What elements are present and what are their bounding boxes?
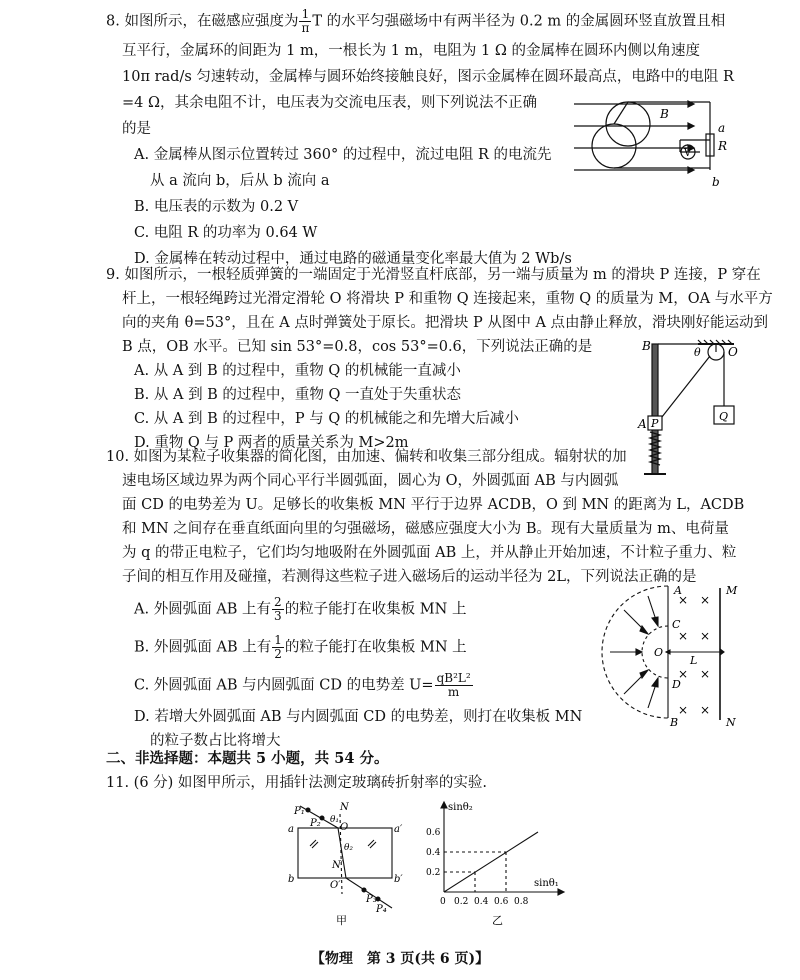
q11-label-a: a — [288, 824, 294, 835]
q10-label-c: C — [672, 618, 681, 631]
page-footer: 【物理 第 3 页(共 6 页)】 — [310, 951, 490, 967]
q8-fraction: $\frac{1}{\pi}$ — [301, 7, 310, 35]
svg-text:×: × — [678, 667, 689, 681]
q10-option-b: B. 外圆弧面 AB 上有 $\frac{1}{2}$ 的粒子能打在收集板 MN 上 — [134, 633, 467, 661]
q11-axis-x-label: sinθ₁ — [534, 878, 559, 889]
q10-label-o: O — [654, 646, 664, 659]
q8-label-voltmeter: V — [684, 148, 692, 159]
q10-option-d-1: D. 若增大外圆弧面 AB 与内圆弧面 CD 的电势差，则打在收集板 MN — [134, 709, 583, 725]
q11-ytick-1: 0.4 — [426, 848, 441, 858]
svg-text:×: × — [678, 703, 689, 717]
q11-line-1: 11. (6 分) 如图甲所示，用插针法测定玻璃砖折射率的实验. — [106, 775, 488, 791]
q8-label-r: R — [718, 139, 728, 153]
q10-option-a: A. 外圆弧面 AB 上有 $\frac{2}{3}$ 的粒子能打在收集板 MN 上 — [134, 595, 467, 623]
q9-label-b: B — [642, 339, 651, 353]
q8-label-a: a — [718, 121, 726, 135]
q11-xtick-2: 0.4 — [474, 897, 489, 907]
q8-line-2: 互平行，金属环的间距为 1 m，一根长为 1 m，电阻为 1 Ω 的金属棒在圆环内侧以角速度 — [122, 43, 700, 59]
q8-line-1: 8. 如图所示，在磁感应强度为 $\frac{1}{\pi}$ T 的水平匀强磁场中有两半径为 0.2 m 的金属圆环竖直放置且相 — [106, 7, 726, 35]
q11-figure-yi — [426, 800, 570, 928]
q10-figure — [596, 580, 786, 730]
q9-option-d: D. 重物 Q 与 P 两者的质量关系为 M>2m — [134, 435, 409, 451]
q9-label-q: Q — [719, 410, 729, 423]
svg-text:×: × — [678, 593, 689, 607]
q9-label-p: P — [651, 417, 659, 430]
q9-option-c: C. 从 A 到 B 的过程中，P 与 Q 的机械能之和先增大后减小 — [134, 411, 519, 427]
q10-line-5: 为 q 的带正电粒子，它们均匀地吸附在外圆弧面 AB 上，并从静止开始加速，不计粒子重力、粒 — [122, 545, 737, 561]
q11-label-n-prime: N′ — [332, 860, 344, 871]
svg-text:×: × — [700, 593, 711, 607]
q10-line-4: 和 MN 之间存在垂直纸面向里的匀强磁场，磁感应强度大小为 B。现有大量质量为 m、电荷量 — [122, 521, 729, 537]
q9-line-1: 9. 如图所示，一根轻质弹簧的一端固定于光滑竖直杆底部，另一端与质量为 m 的滑块 P 连接，P 穿在 — [106, 267, 761, 283]
q10-label-a: A — [674, 584, 682, 597]
q11-xtick-1: 0.2 — [454, 897, 469, 907]
q8-option-a-1: A. 金属棒从图示位置转过 360° 的过程中，流过电阻 R 的电流先 — [134, 147, 552, 163]
q11-caption-jia: 甲 — [336, 914, 347, 927]
q9-line-3: 向的夹角 θ=53°，且在 A 点时弹簧处于原长。把滑块 P 从图中 A 点由静止释放，滑块刚好能运动到 — [122, 315, 769, 331]
q10-line-2: 速电场区域边界为两个同心平行半圆弧面，圆心为 O，外圆弧面 AB 与内圆弧 — [122, 473, 619, 489]
q11-label-a-prime: a′ — [394, 824, 403, 835]
q11-label-b-prime: b′ — [394, 874, 403, 885]
q9-label-o: O — [728, 345, 738, 359]
q11-caption-yi: 乙 — [492, 914, 503, 927]
q10-label-m: M — [726, 584, 738, 597]
q8-label-b: b — [712, 175, 720, 189]
svg-text:×: × — [700, 703, 711, 717]
q11-xtick-4: 0.8 — [514, 897, 529, 907]
q8-line-3: 10π rad/s 匀速转动，金属棒与圆环始终接触良好，图示金属棒在圆环最高点，电路中的电阻 R — [122, 69, 734, 85]
svg-text:×: × — [700, 667, 711, 681]
section-2-heading: 二、非选择题：本题共 5 小题，共 54 分。 — [106, 750, 389, 767]
q11-label-p3: P₃ — [366, 894, 377, 905]
q8-option-b: B. 电压表的示数为 0.2 V — [134, 199, 299, 215]
q11-xtick-0: 0 — [440, 897, 446, 907]
q11-ytick-0: 0.2 — [426, 868, 441, 878]
q11-label-p2: P₂ — [310, 818, 321, 829]
q10-option-c: C. 外圆弧面 AB 与内圆弧面 CD 的电势差 U= $\frac{\text{qB²L²}}{m}$ — [134, 671, 471, 699]
q8-label-b-field: B — [660, 107, 669, 121]
q9-option-b: B. 从 A 到 B 的过程中，重物 Q 一直处于失重状态 — [134, 387, 462, 403]
q9-line-2: 杆上，一根轻绳跨过光滑定滑轮 O 将滑块 P 和重物 Q 连接起来，重物 Q 的质量为 M，OA 与水平方 — [122, 291, 773, 307]
q11-label-o: O — [340, 822, 349, 833]
q9-label-theta: θ — [694, 346, 701, 359]
q11-label-b: b — [288, 874, 295, 885]
q11-xtick-3: 0.6 — [494, 897, 509, 907]
q10-option-d-2: 的粒子数占比将增大 — [150, 733, 281, 749]
q11-label-n: N — [340, 802, 349, 813]
q11-ytick-2: 0.6 — [426, 828, 441, 838]
q11-figure-jia — [280, 798, 410, 928]
q11-label-p1: P₁ — [294, 806, 305, 817]
q11-axis-y-label: sinθ₂ — [448, 802, 473, 813]
q10-line-6: 子间的相互作用及碰撞，若测得这些粒子进入磁场后的运动半径为 2L，下列说法正确的是 — [122, 569, 697, 585]
q9-option-a: A. 从 A 到 B 的过程中，重物 Q 的机械能一直减小 — [134, 363, 461, 379]
q11-label-theta1: θ₁ — [330, 815, 340, 825]
q10-label-b: B — [670, 716, 679, 729]
q8-option-c: C. 电阻 R 的功率为 0.64 W — [134, 225, 318, 241]
q10-label-l: L — [690, 654, 698, 667]
q11-label-o-prime: O′ — [330, 880, 341, 891]
q8-option-a-2: 从 a 流向 b，后从 b 流向 a — [150, 173, 330, 189]
q8-figure — [570, 96, 770, 216]
svg-text:×: × — [700, 629, 711, 643]
q9-line-4: B 点，OB 水平。已知 sin 53°=0.8，cos 53°=0.6，下列说法正确的是 — [122, 339, 593, 355]
q10-line-3: 面 CD 的电势差为 U。足够长的收集板 MN 平行于边界 ACDB，O 到 MN 的距离为 L，ACDB — [122, 497, 745, 513]
q10-label-d: D — [672, 678, 681, 691]
q10-line-1: 10. 如图为某粒子收集器的简化图，由加速、偏转和收集三部分组成。辐射状的加 — [106, 449, 627, 465]
q9-figure — [630, 340, 750, 480]
q8-option-d: D. 金属棒在转动过程中，通过电路的磁通量变化率最大值为 2 Wb/s — [134, 251, 572, 267]
q11-label-p4: P₄ — [376, 904, 387, 915]
q11-label-theta2: θ₂ — [344, 843, 354, 853]
q8-line-4: =4 Ω，其余电阻不计，电压表为交流电压表，则下列说法不正确 — [122, 95, 538, 111]
q8-line-5: 的是 — [122, 121, 151, 137]
svg-text:×: × — [678, 629, 689, 643]
q9-label-a: A — [638, 417, 647, 431]
q10-label-n: N — [726, 716, 736, 729]
